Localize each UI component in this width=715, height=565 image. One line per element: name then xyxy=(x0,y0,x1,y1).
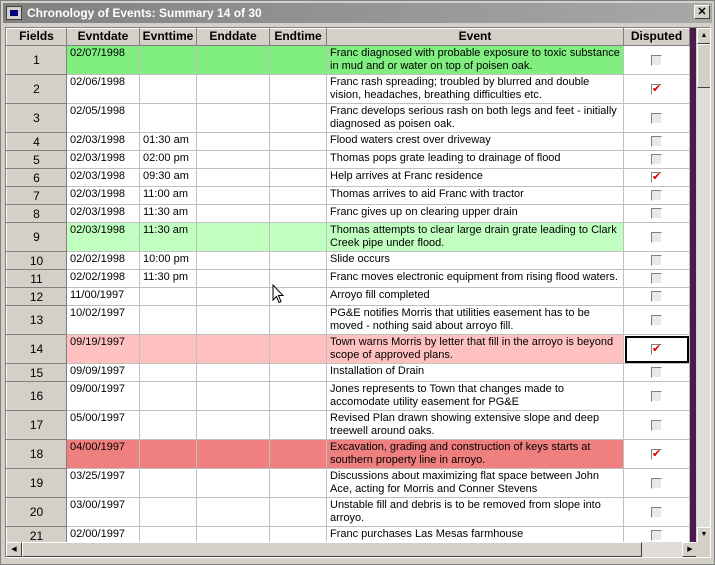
cell-enddate[interactable] xyxy=(197,187,270,205)
cell-disputed[interactable] xyxy=(624,223,690,252)
cell-evntdate[interactable]: 02/03/1998 xyxy=(67,169,140,187)
cell-disputed[interactable] xyxy=(624,306,690,335)
row-number[interactable]: 7 xyxy=(7,187,67,205)
cell-enddate[interactable] xyxy=(197,205,270,223)
row-number[interactable]: 13 xyxy=(7,306,67,335)
row-number[interactable]: 20 xyxy=(7,498,67,527)
events-datasheet xyxy=(5,27,711,558)
cell-event[interactable]: Installation of Drain xyxy=(327,364,624,382)
row-number[interactable]: 14 xyxy=(7,335,67,364)
column-header-enddate[interactable]: Enddate xyxy=(197,29,270,46)
cell-event[interactable]: Thomas attempts to clear large drain grate leading to Clark Creek pipe under flood. xyxy=(327,223,624,252)
close-button[interactable]: ✕ xyxy=(694,5,710,19)
cell-endtime[interactable] xyxy=(270,169,327,187)
cell-endtime[interactable] xyxy=(270,133,327,151)
cell-disputed[interactable] xyxy=(624,469,690,498)
cell-endtime[interactable] xyxy=(270,364,327,382)
row-number[interactable]: 5 xyxy=(7,151,67,169)
disputed-checkbox[interactable] xyxy=(651,172,662,183)
cell-enddate[interactable] xyxy=(197,306,270,335)
cell-evntdate[interactable]: 09/00/1997 xyxy=(67,382,140,411)
cell-evnttime[interactable] xyxy=(140,46,197,75)
cell-event[interactable]: Slide occurs xyxy=(327,252,624,270)
cell-enddate[interactable] xyxy=(197,133,270,151)
disputed-checkbox[interactable] xyxy=(651,55,662,66)
cell-enddate[interactable] xyxy=(197,288,270,306)
cell-evntdate[interactable]: 02/06/1998 xyxy=(67,75,140,104)
cell-evnttime[interactable] xyxy=(140,75,197,104)
cell-evnttime[interactable] xyxy=(140,288,197,306)
table-row[interactable] xyxy=(7,205,690,223)
cell-evnttime[interactable] xyxy=(140,335,197,364)
cell-evnttime[interactable]: 11:30 am xyxy=(140,223,197,252)
row-number[interactable]: 18 xyxy=(7,440,67,469)
table-row[interactable] xyxy=(7,440,690,469)
window-title: Chronology of Events: Summary 14 of 30 xyxy=(27,6,262,20)
cell-event[interactable]: Arroyo fill completed xyxy=(327,288,624,306)
cell-evnttime[interactable] xyxy=(140,498,197,527)
app-icon[interactable] xyxy=(6,6,22,20)
cell-disputed[interactable] xyxy=(624,75,690,104)
cell-endtime[interactable] xyxy=(270,187,327,205)
cell-evnttime[interactable] xyxy=(140,411,197,440)
cell-endtime[interactable] xyxy=(270,382,327,411)
cell-evntdate[interactable]: 02/00/1997 xyxy=(67,527,140,545)
cell-evnttime[interactable] xyxy=(140,364,197,382)
cell-evnttime[interactable]: 02:00 pm xyxy=(140,151,197,169)
row-number[interactable]: 9 xyxy=(7,223,67,252)
cell-endtime[interactable] xyxy=(270,104,327,133)
scroll-down-button[interactable]: ▼ xyxy=(697,527,711,543)
cell-disputed[interactable] xyxy=(624,288,690,306)
table-row[interactable] xyxy=(7,252,690,270)
cell-evnttime[interactable]: 10:00 pm xyxy=(140,252,197,270)
cell-disputed[interactable] xyxy=(624,187,690,205)
cell-evnttime[interactable]: 11:00 am xyxy=(140,187,197,205)
header-row xyxy=(7,29,690,46)
column-header-evntdate[interactable]: Evntdate xyxy=(67,29,140,46)
cell-evntdate[interactable]: 04/00/1997 xyxy=(67,440,140,469)
horizontal-scrollbar[interactable] xyxy=(6,542,698,557)
disputed-checkbox[interactable] xyxy=(651,136,662,147)
disputed-checkbox[interactable] xyxy=(651,154,662,165)
title-bar[interactable] xyxy=(3,3,712,23)
cell-enddate[interactable] xyxy=(197,252,270,270)
disputed-checkbox[interactable] xyxy=(651,208,662,219)
row-number[interactable]: 16 xyxy=(7,382,67,411)
cell-evntdate[interactable]: 03/25/1997 xyxy=(67,469,140,498)
cell-enddate[interactable] xyxy=(197,223,270,252)
column-header-fields[interactable]: Fields xyxy=(7,29,67,46)
cell-enddate[interactable] xyxy=(197,169,270,187)
table-row[interactable] xyxy=(7,288,690,306)
cell-evntdate[interactable]: 02/03/1998 xyxy=(67,223,140,252)
cell-event[interactable]: Thomas pops grate leading to drainage of flood xyxy=(327,151,624,169)
row-number[interactable]: 15 xyxy=(7,364,67,382)
column-header-evnttime[interactable]: Evnttime xyxy=(140,29,197,46)
disputed-checkbox[interactable] xyxy=(651,449,662,460)
cell-endtime[interactable] xyxy=(270,151,327,169)
disputed-checkbox[interactable] xyxy=(651,507,662,518)
disputed-checkbox[interactable] xyxy=(651,391,662,402)
table-row[interactable] xyxy=(7,411,690,440)
cell-event[interactable]: PG&E notifies Morris that utilities easement has to be moved - nothing said about arroyo fill. xyxy=(327,306,624,335)
cell-disputed[interactable] xyxy=(624,411,690,440)
disputed-checkbox[interactable] xyxy=(651,255,662,266)
disputed-checkbox[interactable] xyxy=(651,291,662,302)
table-row[interactable] xyxy=(7,187,690,205)
cell-evnttime[interactable]: 09:30 am xyxy=(140,169,197,187)
cell-event[interactable]: Franc develops serious rash on both legs and feet - initially diagnosed as poisen oak. xyxy=(327,104,624,133)
cell-disputed[interactable] xyxy=(624,104,690,133)
cell-evntdate[interactable]: 05/00/1997 xyxy=(67,411,140,440)
cell-disputed[interactable] xyxy=(624,440,690,469)
cell-event[interactable]: Jones represents to Town that changes made to accomodate utility easement for PG&E xyxy=(327,382,624,411)
cell-evntdate[interactable]: 02/05/1998 xyxy=(67,104,140,133)
column-header-endtime[interactable]: Endtime xyxy=(270,29,327,46)
cell-event[interactable]: Discussions about maximizing flat space between John Ace, acting for Morris and Conner Stevens xyxy=(327,469,624,498)
cell-endtime[interactable] xyxy=(270,335,327,364)
disputed-checkbox[interactable] xyxy=(651,478,662,489)
cell-endtime[interactable] xyxy=(270,498,327,527)
cell-endtime[interactable] xyxy=(270,223,327,252)
table-row[interactable] xyxy=(7,382,690,411)
disputed-checkbox[interactable] xyxy=(651,420,662,431)
cell-event[interactable]: Help arrives at Franc residence xyxy=(327,169,624,187)
cell-evnttime[interactable] xyxy=(140,440,197,469)
cell-enddate[interactable] xyxy=(197,151,270,169)
row-number[interactable]: 6 xyxy=(7,169,67,187)
disputed-checkbox[interactable] xyxy=(651,84,662,95)
cell-disputed[interactable] xyxy=(624,270,690,288)
row-number[interactable]: 2 xyxy=(7,75,67,104)
cell-event[interactable]: Thomas arrives to aid Franc with tractor xyxy=(327,187,624,205)
table-row[interactable] xyxy=(7,335,690,364)
row-number[interactable]: 1 xyxy=(7,46,67,75)
cell-evntdate[interactable]: 02/03/1998 xyxy=(67,205,140,223)
scrollbar-corner xyxy=(696,542,710,557)
cell-evnttime[interactable] xyxy=(140,104,197,133)
disputed-checkbox[interactable] xyxy=(651,273,662,284)
cell-event[interactable]: Franc gives up on clearing upper drain xyxy=(327,205,624,223)
table-row[interactable] xyxy=(7,169,690,187)
horizontal-scroll-thumb[interactable] xyxy=(22,542,642,557)
cell-enddate[interactable] xyxy=(197,411,270,440)
row-number[interactable]: 4 xyxy=(7,133,67,151)
cell-evnttime[interactable] xyxy=(140,469,197,498)
cell-evnttime[interactable]: 01:30 am xyxy=(140,133,197,151)
cell-endtime[interactable] xyxy=(270,440,327,469)
cell-disputed[interactable] xyxy=(624,133,690,151)
disputed-checkbox[interactable] xyxy=(651,113,662,124)
cell-disputed[interactable] xyxy=(624,364,690,382)
cell-event[interactable]: Unstable fill and debris is to be removed from slope into arroyo. xyxy=(327,498,624,527)
disputed-checkbox[interactable] xyxy=(651,367,662,378)
cell-event[interactable]: Town warns Morris by letter that fill in the arroyo is beyond scope of approved plans. xyxy=(327,335,624,364)
table-row[interactable] xyxy=(7,306,690,335)
cell-disputed[interactable] xyxy=(624,151,690,169)
cell-evntdate[interactable]: 02/02/1998 xyxy=(67,252,140,270)
scroll-up-button[interactable]: ▲ xyxy=(697,28,711,44)
cell-endtime[interactable] xyxy=(270,306,327,335)
cell-endtime[interactable] xyxy=(270,75,327,104)
cell-endtime[interactable] xyxy=(270,469,327,498)
disputed-checkbox[interactable] xyxy=(651,530,662,541)
cell-evntdate[interactable]: 09/09/1997 xyxy=(67,364,140,382)
cell-enddate[interactable] xyxy=(197,469,270,498)
column-header-event[interactable]: Event xyxy=(327,29,624,46)
table-row[interactable] xyxy=(7,223,690,252)
disputed-checkbox[interactable] xyxy=(651,232,662,243)
cell-evnttime[interactable] xyxy=(140,382,197,411)
cell-enddate[interactable] xyxy=(197,335,270,364)
cell-enddate[interactable] xyxy=(197,46,270,75)
cell-enddate[interactable] xyxy=(197,440,270,469)
cell-event[interactable]: Flood waters crest over driveway xyxy=(327,133,624,151)
cell-disputed[interactable] xyxy=(624,205,690,223)
column-header-disputed[interactable]: Disputed xyxy=(624,29,690,46)
cell-evntdate[interactable]: 09/19/1997 xyxy=(67,335,140,364)
cell-event[interactable]: Franc purchases Las Mesas farmhouse xyxy=(327,527,624,545)
vertical-scroll-thumb[interactable] xyxy=(697,44,711,88)
cell-evnttime[interactable]: 11:30 pm xyxy=(140,270,197,288)
cell-evntdate[interactable]: 03/00/1997 xyxy=(67,498,140,527)
cell-disputed[interactable] xyxy=(624,498,690,527)
cell-evntdate[interactable]: 02/03/1998 xyxy=(67,187,140,205)
cell-enddate[interactable] xyxy=(197,270,270,288)
cell-event[interactable]: Excavation, grading and construction of keys starts at southern property line in arroyo. xyxy=(327,440,624,469)
cell-event[interactable]: Franc rash spreading; troubled by blurred and double vision, headaches, breathing difficulties etc. xyxy=(327,75,624,104)
vertical-scrollbar[interactable] xyxy=(696,28,710,543)
table-row[interactable] xyxy=(7,270,690,288)
cell-disputed[interactable] xyxy=(624,252,690,270)
cell-disputed[interactable] xyxy=(624,382,690,411)
table-row[interactable] xyxy=(7,46,690,75)
cell-enddate[interactable] xyxy=(197,382,270,411)
cell-evntdate[interactable]: 11/00/1997 xyxy=(67,288,140,306)
cell-disputed[interactable] xyxy=(624,169,690,187)
cell-evntdate[interactable]: 02/07/1998 xyxy=(67,46,140,75)
table-row[interactable] xyxy=(7,364,690,382)
row-number[interactable]: 3 xyxy=(7,104,67,133)
cell-endtime[interactable] xyxy=(270,46,327,75)
cell-evntdate[interactable]: 10/02/1997 xyxy=(67,306,140,335)
cell-evntdate[interactable]: 02/02/1998 xyxy=(67,270,140,288)
scroll-left-button[interactable]: ◀ xyxy=(6,542,22,557)
cell-event[interactable]: Franc diagnosed with probable exposure to toxic substance in mud and or water on top of poisen oak. xyxy=(327,46,624,75)
mouse-pointer-icon xyxy=(272,284,284,304)
cell-evnttime[interactable] xyxy=(140,306,197,335)
cell-endtime[interactable] xyxy=(270,205,327,223)
cell-evnttime[interactable]: 11:30 am xyxy=(140,205,197,223)
disputed-checkbox[interactable] xyxy=(651,315,662,326)
cell-enddate[interactable] xyxy=(197,364,270,382)
cell-disputed[interactable] xyxy=(624,335,690,364)
table-row[interactable] xyxy=(7,151,690,169)
row-number[interactable]: 11 xyxy=(7,270,67,288)
cell-event[interactable]: Revised Plan drawn showing extensive slope and deep treewell around oaks. xyxy=(327,411,624,440)
table-row[interactable] xyxy=(7,469,690,498)
cell-enddate[interactable] xyxy=(197,104,270,133)
scroll-right-button[interactable]: ▶ xyxy=(682,542,698,557)
row-number[interactable]: 8 xyxy=(7,205,67,223)
row-number[interactable]: 17 xyxy=(7,411,67,440)
row-number[interactable]: 10 xyxy=(7,252,67,270)
cell-endtime[interactable] xyxy=(270,411,327,440)
cell-endtime[interactable] xyxy=(270,252,327,270)
table-row[interactable] xyxy=(7,104,690,133)
table-row[interactable] xyxy=(7,498,690,527)
disputed-checkbox[interactable] xyxy=(651,344,662,355)
row-number[interactable]: 19 xyxy=(7,469,67,498)
cell-enddate[interactable] xyxy=(197,498,270,527)
table-row[interactable] xyxy=(7,75,690,104)
events-table xyxy=(6,28,690,558)
cell-disputed[interactable] xyxy=(624,46,690,75)
row-number[interactable]: 12 xyxy=(7,288,67,306)
disputed-checkbox[interactable] xyxy=(651,190,662,201)
row-number[interactable]: 21 xyxy=(7,527,67,545)
cell-event[interactable]: Franc moves electronic equipment from rising flood waters. xyxy=(327,270,624,288)
table-row[interactable] xyxy=(7,133,690,151)
cell-evntdate[interactable]: 02/03/1998 xyxy=(67,151,140,169)
cell-enddate[interactable] xyxy=(197,75,270,104)
cell-evntdate[interactable]: 02/03/1998 xyxy=(67,133,140,151)
